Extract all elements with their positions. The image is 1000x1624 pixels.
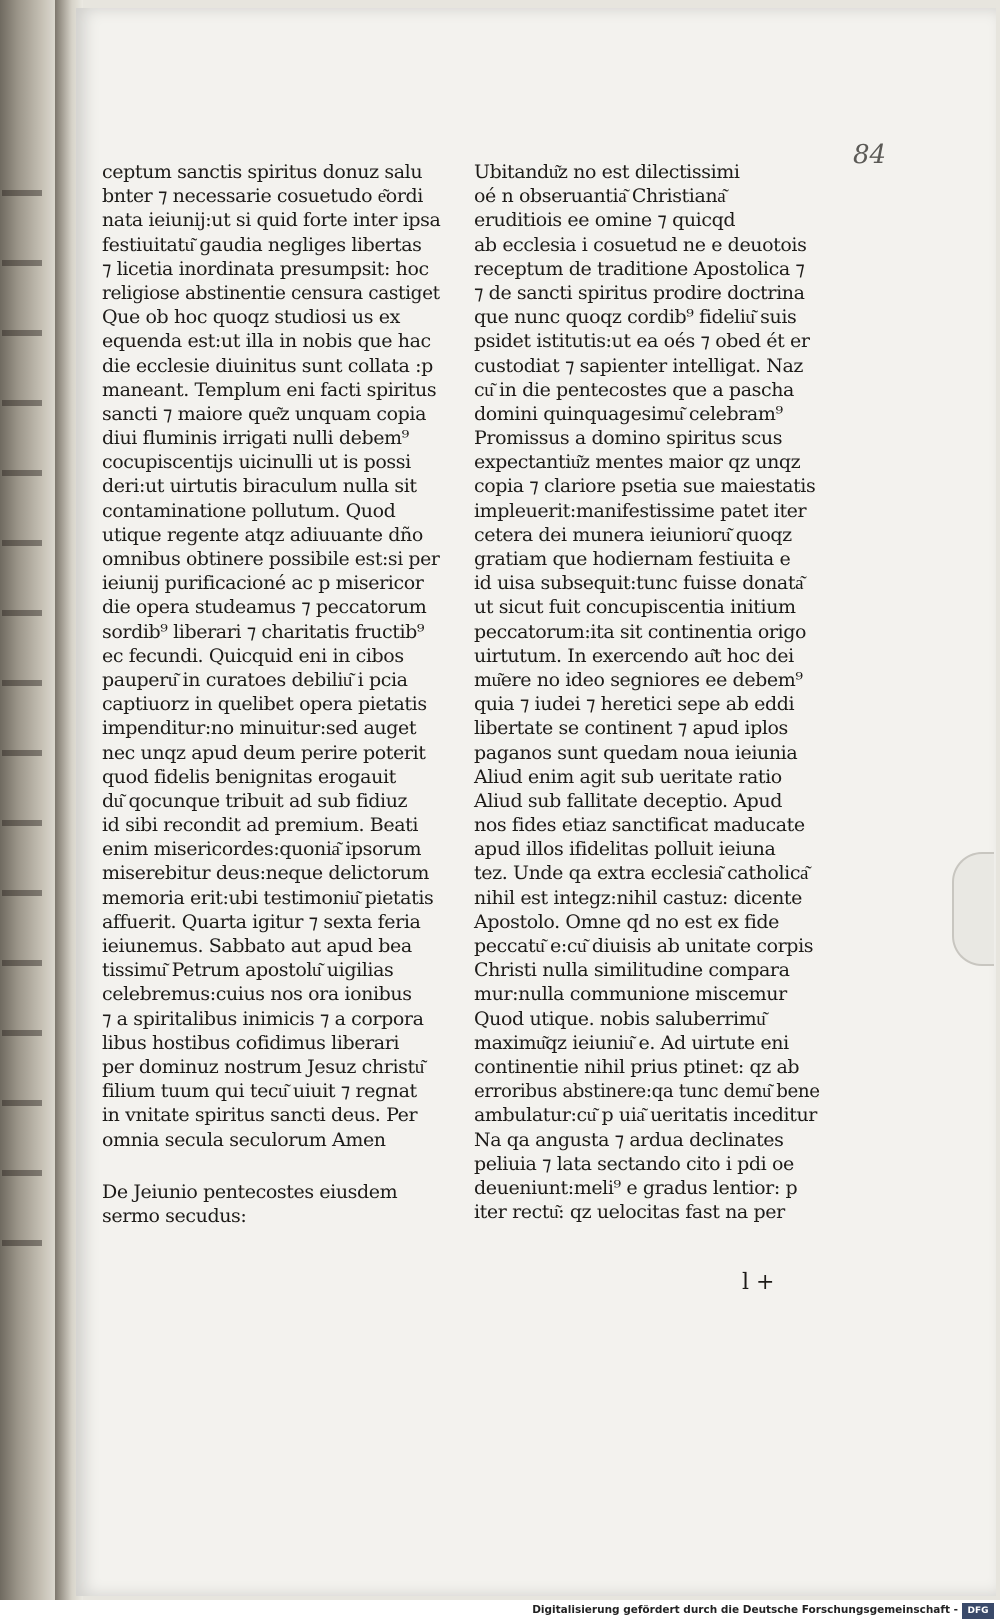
right-column-line: cetera dei munera ieiunioru͂ quoqz	[474, 523, 792, 546]
right-column-line: uirtutum. In exercendo au͂t hoc dei	[474, 644, 794, 667]
right-column-line: que nunc quoqz cordib⁹ fideliu͂ suis	[474, 306, 797, 329]
sermon-heading-line: sermo secudus:	[102, 1204, 247, 1227]
left-column-line: die ecclesie diuinitus sunt collata :p	[102, 354, 433, 377]
left-column-line: ⁊ a spiritalibus inimicis ⁊ a corpora	[102, 1007, 424, 1030]
right-column-line: nihil est integz:nihil castuz: dicente	[474, 886, 803, 909]
right-column-line: paganos sunt quedam noua ieiunia	[474, 741, 798, 764]
signature-mark: l +	[742, 1270, 775, 1295]
left-column-line: ieiunij purificacioné ac p misericor	[102, 572, 424, 595]
right-column-line: nos fides etiaz sanctificat maducate	[474, 814, 805, 837]
left-column-line: quod fidelis benignitas erogauit	[102, 765, 396, 788]
left-column-line: maneant. Templum eni facti spiritus	[102, 378, 437, 401]
right-column-line: tez. Unde qa extra ecclesia͂ catholica͂	[474, 862, 809, 885]
right-column-line: peccatorum:ita sit continentia origo	[474, 620, 807, 643]
right-column-line: ⁊ de sancti spiritus prodire doctrina	[474, 281, 805, 304]
left-column-line: cocupiscentijs uicinulli ut is possi	[102, 451, 411, 474]
right-column-line: Christi nulla similitudine compara	[474, 959, 790, 982]
left-column-line: ec fecundi. Quicquid eni in cibos	[102, 644, 404, 667]
left-column-line: nata ieiunij:ut si quid forte inter ipsa	[102, 209, 441, 232]
facing-page-edge	[0, 0, 58, 1600]
right-column-line: deueniunt:meli⁹ e gradus lentior: p	[474, 1176, 798, 1199]
right-column-line: iter rectu͂: qz uelocitas fast na per	[474, 1201, 785, 1224]
right-column-line: expectantiu͂z mentes maior qz unqz	[474, 451, 801, 474]
left-column-line: affuerit. Quarta igitur ⁊ sexta feria	[102, 910, 421, 933]
right-column-line: mu͂ere no ideo segniores ee debem⁹	[474, 668, 803, 691]
right-column-line: Quod utique. nobis saluberrimu͂	[474, 1007, 766, 1030]
right-column-line: psidet istitutis:ut ea oés ⁊ obed ét er	[474, 330, 810, 353]
right-column-line: Ubitandu͂z no est dilectissimi	[474, 161, 740, 183]
right-column-line: id uisa subsequit:tunc fuisse donata͂	[474, 572, 804, 595]
left-column-line: Que ob hoc quoqz studiosi us ex	[102, 306, 400, 329]
left-column-line: utique regente atqz adiuuante dño	[102, 523, 423, 546]
right-column-line: copia ⁊ clariore psetia sue maiestatis	[474, 475, 816, 498]
right-column-line: Promissus a domino spiritus scus	[474, 427, 783, 450]
left-column-line: equenda est:ut illa in nobis que hac	[102, 330, 431, 353]
left-column-line: celebremus:cuius nos ora ionibus	[102, 983, 412, 1006]
left-column-line: captiuorz in quelibet opera pietatis	[102, 693, 427, 716]
right-column-line: mur:nulla communione miscemur	[474, 983, 787, 1006]
left-column-line: impenditur:no minuitur:sed auget	[102, 717, 417, 740]
left-column-line: pauperu͂ in curatoes debiliu͂ i pcia	[102, 668, 408, 691]
left-column-line: diui fluminis irrigati nulli debem⁹	[102, 427, 409, 450]
left-column-line: omnibus obtinere possibile est:si per	[102, 548, 440, 570]
left-text-column	[102, 160, 440, 1228]
footer-bar	[0, 1600, 1000, 1624]
right-column-line: eruditiois ee omine ⁊ quicqd	[474, 209, 736, 232]
left-column-line: deri:ut uirtutis biraculum nulla sit	[102, 475, 417, 498]
footer-credit: Digitalisierung gefördert durch die Deutsche Forschungsgemeinschaft -	[532, 1604, 958, 1616]
right-column-line: ambulatur:cu͂ p uia͂ ueritatis inceditur	[474, 1104, 817, 1127]
left-column-line: sancti ⁊ maiore que͂z unquam copia	[102, 402, 427, 425]
right-column-line: maximu͂qz ieiuniu͂ e. Ad uirtute eni	[474, 1031, 789, 1054]
right-column-line: peliuia ⁊ lata sectando cito i pdi oe	[474, 1152, 794, 1175]
left-column-line: per dominuz nostrum Jesuz christu͂	[102, 1055, 424, 1078]
left-column-line: religiose abstinentie censura castiget	[102, 281, 440, 304]
left-column-line: tissimu͂ Petrum apostolu͂ uigilias	[102, 959, 394, 982]
right-column-line: libertate se continent ⁊ apud iplos	[474, 717, 788, 740]
right-column-line: Apostolo. Omne qd no est ex fide	[474, 910, 779, 933]
right-text-column	[474, 160, 820, 1224]
dfg-logo: DFG	[962, 1603, 994, 1619]
left-column-line: id sibi recondit ad premium. Beati	[102, 814, 419, 837]
right-column-line: quia ⁊ iudei ⁊ heretici sepe ab eddi	[474, 693, 795, 716]
right-column-line: custodiat ⁊ sapienter intelligat. Naz	[474, 354, 804, 377]
left-column-line: miserebitur deus:neque delictorum	[102, 862, 430, 885]
left-column-line: festiuitatu͂ gaudia negliges libertas	[102, 233, 422, 256]
right-column-line: cu͂ in die pentecostes que a pascha	[474, 378, 794, 401]
left-column-line: ⁊ licetia inordinata presumpsit: hoc	[102, 257, 429, 280]
sermon-heading-line: De Jeiunio pentecostes eiusdem	[102, 1180, 398, 1203]
left-column-line: memoria erit:ubi testimoniu͂ pietatis	[102, 886, 434, 909]
left-column-line: filium tuum qui tecu͂ uiuit ⁊ regnat	[102, 1080, 417, 1103]
right-column-line: Aliud sub fallitate deceptio. Apud	[474, 789, 783, 812]
left-column-line: nec unqz apud deum perire poterit	[102, 741, 426, 764]
right-column-line: erroribus abstinere:qa tunc demu͂ bene	[474, 1080, 820, 1103]
right-column-line: Aliud enim agit sub ueritate ratio	[474, 765, 782, 788]
left-column-line: ceptum sanctis spiritus donuz salu	[102, 161, 423, 183]
right-column-line: apud illos ifidelitas polluit ieiuna	[474, 838, 776, 861]
left-column-line: contaminatione pollutum. Quod	[102, 499, 396, 522]
left-column-line: bnter ⁊ necessarie cosuetudo e͂ordi	[102, 185, 423, 208]
right-column-line: domini quinquagesimu͂ celebram⁹	[474, 402, 783, 425]
right-column-line: oé n obseruantia͂ Christiana͂	[474, 185, 726, 208]
right-column-line: gratiam que hodiernam festiuita e	[474, 548, 791, 570]
right-column-line: peccatu͂ e:cu͂ diuisis ab unitate corpis	[474, 935, 814, 957]
left-column-line: du͂ qocunque tribuit ad sub fidiuz	[102, 789, 408, 812]
right-column-line: Na qa angusta ⁊ ardua declinates	[474, 1128, 784, 1151]
page-clip-tab	[952, 852, 994, 966]
right-column-line: impleuerit:manifestissime patet iter	[474, 499, 807, 522]
left-column-line: die opera studeamus ⁊ peccatorum	[102, 596, 427, 619]
right-column-line: ut sicut fuit concupiscentia initium	[474, 596, 796, 619]
left-column-line: omnia secula seculorum Amen	[102, 1128, 386, 1151]
left-column-line: in vnitate spiritus sancti deus. Per	[102, 1104, 418, 1127]
left-column-line: libus hostibus cofidimus liberari	[102, 1031, 400, 1054]
right-column-line: receptum de traditione Apostolica ⁊	[474, 257, 805, 280]
left-column-line: ieiunemus. Sabbato aut apud bea	[102, 935, 412, 957]
right-column-line: ab ecclesia i cosuetud ne e deuotois	[474, 233, 807, 256]
left-column-line: sordib⁹ liberari ⁊ charitatis fructib⁹	[102, 620, 425, 643]
left-column-line: enim misericordes:quonia͂ ipsorum	[102, 838, 422, 861]
right-column-line: continentie nihil prius ptinet: qz ab	[474, 1055, 800, 1078]
folio-number: 84	[853, 140, 887, 170]
